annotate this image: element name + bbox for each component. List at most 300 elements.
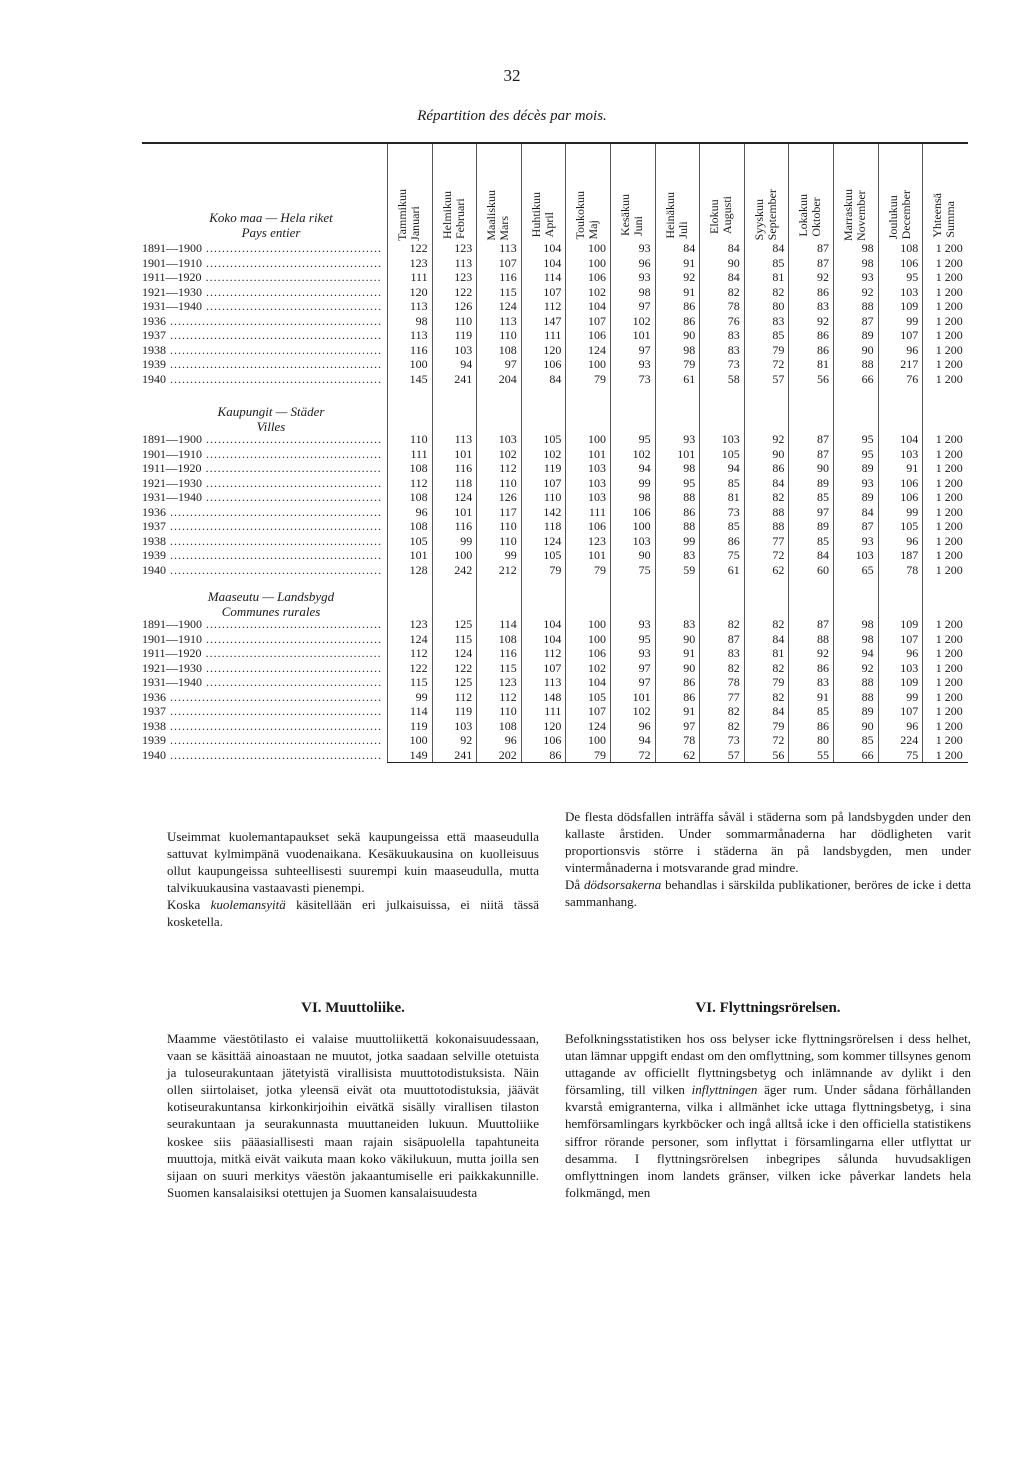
table-cell: 108 <box>409 461 428 475</box>
table-cell: 98 <box>861 255 874 270</box>
table-cell: 110 <box>543 490 562 504</box>
table-cell: 106 <box>543 357 562 371</box>
table-cell: 148 <box>543 689 562 704</box>
table-cell: 107 <box>543 475 562 490</box>
table-cell: 76 <box>906 371 919 386</box>
table-cell: 106 <box>587 328 606 342</box>
emphasis: kuolemansyitä <box>210 897 286 913</box>
table-cell: 79 <box>772 675 785 689</box>
column-header-label: Maaliskuu Mars <box>484 189 512 241</box>
text-run: Då <box>565 877 585 893</box>
table-cell: 1 200 <box>935 328 963 342</box>
table-cell: 62 <box>772 562 785 577</box>
table-cell: 1 200 <box>935 357 963 371</box>
table-cell: 103 <box>900 660 919 675</box>
table-cell: 99 <box>906 689 919 704</box>
table-cell: 104 <box>900 432 919 446</box>
table-cell: 128 <box>409 562 428 577</box>
table-cell: 103 <box>900 284 919 299</box>
table-cell: 104 <box>587 675 606 689</box>
table-cell: 115 <box>499 284 517 299</box>
column-header-label: Helmikuu Februari <box>439 191 467 239</box>
table-cell: 88 <box>861 299 874 313</box>
table-cell: 103 <box>498 432 517 446</box>
table-row <box>142 447 968 461</box>
table-cell: 96 <box>906 718 919 733</box>
row-label: 1940 ..... <box>142 748 382 762</box>
table-cell: 99 <box>683 533 696 548</box>
table-cell: 1 200 <box>935 660 963 675</box>
table-cell: 142 <box>543 504 562 519</box>
row-label: 1911—1920 ..... <box>142 646 382 660</box>
table-cell: 1 200 <box>935 255 963 270</box>
table-cell: 80 <box>772 299 785 313</box>
row-label: 1939 ..... <box>142 548 382 562</box>
row-label: 1911—1920 ..... <box>142 270 382 284</box>
row-label: 1937 ..... <box>142 519 382 533</box>
table-cell: 100 <box>587 241 606 255</box>
row-label: 1940 ..... <box>142 563 382 577</box>
table-cell: 87 <box>727 631 740 646</box>
table-cell: 89 <box>861 461 874 475</box>
table-cell: 114 <box>543 270 562 284</box>
table-cell: 1 200 <box>935 704 963 718</box>
table-cell: 116 <box>499 270 517 284</box>
table-cell: 204 <box>498 371 517 386</box>
table-row <box>142 328 968 342</box>
table-cell: 123 <box>409 255 428 270</box>
row-label: 1939 ..... <box>142 357 382 371</box>
table-cell: 93 <box>638 241 651 255</box>
table-cell: 1 200 <box>935 432 963 446</box>
table-cell: 86 <box>727 533 740 548</box>
table-cell: 1 200 <box>935 284 963 299</box>
text-run: Befolkningsstatistiken hos oss belyser icke flyttningsrörelsen i dess helhet, utan lämnar uppgift endast om den omflyttning, som kommer tillsynes genom uttagande av officiellt flyttningsbetyg och inlämnande av dylikt i den församling, till vilken <box>565 1031 971 1098</box>
table-cell: 124 <box>454 490 473 504</box>
table-cell: 83 <box>772 313 785 328</box>
table-cell: 116 <box>410 342 428 357</box>
table-cell: 87 <box>816 617 829 631</box>
table-cell: 105 <box>900 519 919 533</box>
table-cell: 82 <box>772 660 785 675</box>
table-cell: 94 <box>727 461 740 475</box>
table-cell: 93 <box>861 475 874 490</box>
table-cell: 86 <box>683 313 696 328</box>
table-cell: 83 <box>727 342 740 357</box>
row-label: 1937 ..... <box>142 704 382 718</box>
table-cell: 1 200 <box>935 548 963 562</box>
table-row <box>142 661 968 675</box>
table-cell: 124 <box>454 646 473 660</box>
table-cell: 89 <box>861 328 874 342</box>
table-cell: 124 <box>587 718 606 733</box>
table-cell: 84 <box>772 704 785 718</box>
table-cell: 82 <box>727 617 740 631</box>
table-cell: 103 <box>721 432 740 446</box>
text-run: behandlas i särskilda publikationer, beröres de icke i detta sammanhang. <box>565 877 971 910</box>
table-row <box>142 270 968 284</box>
table-cell: 91 <box>906 461 919 475</box>
table-cell: 82 <box>772 617 785 631</box>
table-cell: 241 <box>454 747 473 762</box>
table-cell: 75 <box>727 548 740 562</box>
table-cell: 87 <box>816 255 829 270</box>
table-cell: 81 <box>727 490 740 504</box>
table-cell: 86 <box>683 504 696 519</box>
table-cell: 94 <box>460 357 473 371</box>
table-cell: 81 <box>772 646 785 660</box>
table-cell: 72 <box>772 357 785 371</box>
table-cell: 119 <box>543 461 562 475</box>
table-cell: 123 <box>498 675 517 689</box>
table-row <box>142 241 968 255</box>
row-label: 1921—1930 ..... <box>142 661 382 675</box>
table-row <box>142 432 968 446</box>
table-cell: 101 <box>632 689 651 704</box>
table-cell: 98 <box>861 617 874 631</box>
row-label: 1901—1910 ..... <box>142 256 382 270</box>
table-cell: 84 <box>772 241 785 255</box>
table-cell: 107 <box>900 704 919 718</box>
row-label: 1891—1900 ..... <box>142 241 382 255</box>
table-cell: 90 <box>683 328 696 342</box>
table-cell: 113 <box>499 241 517 255</box>
table-cell: 79 <box>683 357 696 371</box>
table-cell: 104 <box>587 299 606 313</box>
table-cell: 1 200 <box>935 533 963 548</box>
table-row <box>142 733 968 747</box>
table-cell: 84 <box>772 475 785 490</box>
table-cell: 91 <box>683 646 696 660</box>
table-row <box>142 314 968 328</box>
table-cell: 124 <box>498 299 517 313</box>
swedish-section-paragraph <box>565 1030 971 1201</box>
table-cell: 1 200 <box>935 490 963 504</box>
emphasis: dödsorsakerna <box>584 877 662 893</box>
table-cell: 83 <box>816 299 829 313</box>
table-cell: 87 <box>861 313 874 328</box>
table-cell: 93 <box>638 646 651 660</box>
row-label: 1901—1910 ..... <box>142 447 382 461</box>
row-label: 1931—1940 ..... <box>142 299 382 313</box>
table-cell: 113 <box>454 255 473 270</box>
table-cell: 93 <box>638 270 651 284</box>
column-header-label: Elokuu Augusti <box>707 195 735 234</box>
table-cell: 96 <box>906 533 919 548</box>
table-cell: 102 <box>543 446 562 461</box>
table-cell: 113 <box>499 313 517 328</box>
table-cell: 61 <box>683 371 696 386</box>
table-cell: 217 <box>900 357 919 371</box>
table-cell: 76 <box>727 313 740 328</box>
table-cell: 1 200 <box>935 342 963 357</box>
table-row <box>142 748 968 762</box>
table-cell: 123 <box>409 617 428 631</box>
finnish-section-body <box>167 1030 539 1201</box>
table-cell: 111 <box>410 270 428 284</box>
table-cell: 1 200 <box>935 461 963 475</box>
table-cell: 126 <box>454 299 473 313</box>
table-cell: 113 <box>454 432 473 446</box>
table-cell: 105 <box>721 446 740 461</box>
page-number: 32 <box>503 66 521 85</box>
table-cell: 100 <box>587 357 606 371</box>
table-cell: 79 <box>772 718 785 733</box>
text-run: Koska <box>167 897 211 913</box>
table-cell: 116 <box>454 519 473 533</box>
table-cell: 108 <box>409 519 428 533</box>
table-cell: 85 <box>772 255 785 270</box>
table-cell: 56 <box>816 371 829 386</box>
table-cell: 90 <box>727 255 740 270</box>
table-cell: 98 <box>638 490 651 504</box>
column-header-label: Yhteensä Summa <box>930 192 958 238</box>
table-cell: 113 <box>543 675 562 689</box>
table-cell: 108 <box>409 490 428 504</box>
table-cell: 87 <box>861 519 874 533</box>
table-cell: 106 <box>543 733 562 747</box>
table-cell: 82 <box>727 718 740 733</box>
table-cell: 88 <box>861 689 874 704</box>
table-cell: 92 <box>816 270 829 284</box>
table-cell: 85 <box>816 704 829 718</box>
table-cell: 86 <box>549 747 562 762</box>
table-cell: 59 <box>683 562 696 577</box>
table-cell: 1 200 <box>935 241 963 255</box>
table-row <box>142 505 968 519</box>
table-cell: 1 200 <box>935 689 963 704</box>
row-label: 1940 ..... <box>142 372 382 386</box>
finnish-text-column <box>167 828 539 931</box>
table-cell: 126 <box>498 490 517 504</box>
table-cell: 120 <box>409 284 428 299</box>
table-cell: 100 <box>454 548 473 562</box>
table-row <box>142 256 968 270</box>
table-cell: 88 <box>772 504 785 519</box>
table-cell: 1 200 <box>935 446 963 461</box>
table-cell: 106 <box>587 270 606 284</box>
section-heading: Kaupungit — Städer Villes <box>217 404 325 434</box>
table-cell: 101 <box>632 328 651 342</box>
table-cell: 110 <box>454 313 473 328</box>
table-cell: 120 <box>543 718 562 733</box>
table-cell: 61 <box>727 562 740 577</box>
table-cell: 72 <box>772 548 785 562</box>
table-cell: 97 <box>638 675 651 689</box>
table-cell: 104 <box>543 241 562 255</box>
table-cell: 108 <box>498 631 517 646</box>
table-cell: 109 <box>900 617 919 631</box>
table-cell: 120 <box>543 342 562 357</box>
table-cell: 107 <box>900 328 919 342</box>
table-cell: 118 <box>454 475 473 490</box>
table-cell: 112 <box>499 461 517 475</box>
table-cell: 73 <box>727 357 740 371</box>
table-cell: 112 <box>543 646 562 660</box>
table-cell: 122 <box>409 660 428 675</box>
table-cell: 123 <box>454 270 473 284</box>
table-cell: 84 <box>683 241 696 255</box>
table-cell: 105 <box>409 533 428 548</box>
table-cell: 1 200 <box>935 562 963 577</box>
table-cell: 85 <box>727 519 740 533</box>
table-cell: 122 <box>409 241 428 255</box>
table-cell: 77 <box>772 533 785 548</box>
table-cell: 97 <box>504 357 517 371</box>
table-cell: 149 <box>409 747 428 762</box>
table-cell: 100 <box>632 519 651 533</box>
table-cell: 105 <box>543 432 562 446</box>
table-cell: 112 <box>543 299 562 313</box>
table-cell: 58 <box>727 371 740 386</box>
table-cell: 81 <box>772 270 785 284</box>
table-cell: 90 <box>638 548 651 562</box>
table-cell: 99 <box>460 533 473 548</box>
table-cell: 96 <box>415 504 428 519</box>
table-cell: 116 <box>454 461 473 475</box>
table-cell: 86 <box>683 299 696 313</box>
table-cell: 94 <box>861 646 874 660</box>
table-cell: 87 <box>816 446 829 461</box>
column-header-label: Syyskuu September <box>751 189 779 241</box>
table-cell: 107 <box>587 704 606 718</box>
table-cell: 117 <box>499 504 517 519</box>
table-cell: 1 200 <box>935 313 963 328</box>
table-cell: 79 <box>593 747 606 762</box>
table-cell: 187 <box>900 548 919 562</box>
table-cell: 110 <box>499 328 517 342</box>
table-cell: 93 <box>861 270 874 284</box>
monthly-deaths-table <box>142 142 968 762</box>
table-cell: 103 <box>855 548 874 562</box>
table-row <box>142 357 968 371</box>
table-cell: 100 <box>587 631 606 646</box>
table-cell: 97 <box>816 504 829 519</box>
column-header-label: Tammikuu Januari <box>395 189 422 241</box>
table-bottom-rule <box>387 762 968 763</box>
table-cell: 111 <box>410 446 428 461</box>
table-cell: 125 <box>454 617 473 631</box>
table-cell: 96 <box>906 646 919 660</box>
table-cell: 72 <box>772 733 785 747</box>
table-cell: 212 <box>498 562 517 577</box>
finnish-section-title: VI. Muuttoliike. <box>301 1000 405 1016</box>
table-cell: 103 <box>632 533 651 548</box>
table-cell: 89 <box>816 475 829 490</box>
table-cell: 57 <box>727 747 740 762</box>
table-cell: 87 <box>816 241 829 255</box>
table-cell: 57 <box>772 371 785 386</box>
table-cell: 116 <box>499 646 517 660</box>
column-header-label: Huhtikuu April <box>528 192 556 238</box>
table-cell: 89 <box>861 704 874 718</box>
table-cell: 99 <box>638 475 651 490</box>
table-cell: 85 <box>727 475 740 490</box>
table-cell: 97 <box>683 718 696 733</box>
table-cell: 96 <box>638 718 651 733</box>
table-cell: 202 <box>498 747 517 762</box>
table-cell: 1 200 <box>935 675 963 689</box>
table-cell: 109 <box>900 675 919 689</box>
table-cell: 1 200 <box>935 718 963 733</box>
column-header-label: Lokakuu Oktober <box>796 193 824 237</box>
row-label: 1921—1930 ..... <box>142 476 382 490</box>
table-cell: 84 <box>772 631 785 646</box>
swedish-paragraph <box>565 876 971 910</box>
table-cell: 107 <box>498 255 517 270</box>
table-cell: 115 <box>499 660 517 675</box>
table-cell: 123 <box>454 241 473 255</box>
table-cell: 81 <box>816 357 829 371</box>
table-cell: 62 <box>683 747 696 762</box>
table-cell: 95 <box>638 631 651 646</box>
row-label: 1936 ..... <box>142 690 382 704</box>
table-cell: 104 <box>543 631 562 646</box>
table-cell: 111 <box>544 328 562 342</box>
table-cell: 104 <box>543 617 562 631</box>
table-cell: 99 <box>504 548 517 562</box>
table-cell: 86 <box>772 461 785 475</box>
table-cell: 106 <box>900 490 919 504</box>
table-cell: 96 <box>638 255 651 270</box>
table-cell: 66 <box>861 371 874 386</box>
table-cell: 112 <box>499 689 517 704</box>
swedish-paragraph: De flesta dödsfallen inträffa såväl i städerna som på landsbygden under den kallaste årstiden. Under sommarmånaderna har dödligheten varit proportionsvis större i städerna än på landsbygden, men under vintermånaderna i motsvarande grad mindre. <box>565 809 971 876</box>
table-cell: 72 <box>638 747 651 762</box>
table-cell: 98 <box>683 461 696 475</box>
row-label: 1891—1900 ..... <box>142 432 382 446</box>
row-label: 1911—1920 ..... <box>142 461 382 475</box>
table-cell: 115 <box>410 675 428 689</box>
table-cell: 96 <box>906 342 919 357</box>
table-cell: 83 <box>816 675 829 689</box>
table-cell: 78 <box>727 675 740 689</box>
table-cell: 105 <box>543 548 562 562</box>
table-cell: 110 <box>499 519 517 533</box>
table-cell: 145 <box>409 371 428 386</box>
table-cell: 77 <box>727 689 740 704</box>
table-cell: 78 <box>683 733 696 747</box>
table-cell: 100 <box>587 733 606 747</box>
table-cell: 93 <box>638 617 651 631</box>
table-cell: 108 <box>900 241 919 255</box>
table-cell: 92 <box>861 284 874 299</box>
finnish-paragraph <box>167 896 539 930</box>
row-label: 1939 ..... <box>142 733 382 747</box>
table-cell: 85 <box>772 328 785 342</box>
table-cell: 86 <box>816 328 829 342</box>
table-cell: 92 <box>861 660 874 675</box>
table-cell: 84 <box>727 241 740 255</box>
table-row <box>142 719 968 733</box>
table-cell: 107 <box>900 631 919 646</box>
row-label: 1921—1930 ..... <box>142 285 382 299</box>
table-cell: 84 <box>816 548 829 562</box>
table-cell: 95 <box>861 446 874 461</box>
table-cell: 110 <box>499 533 517 548</box>
table-cell: 110 <box>499 704 517 718</box>
table-cell: 103 <box>587 461 606 475</box>
finnish-section-paragraph: Maamme väestötilasto ei valaise muuttoliikettä kokonaisuudessaan, vaan se käsittää ainoastaan ne muutot, jotka saadaan selville otetuista ja tuloseurakuntaan jätetyistä virallisista muuttotodistuksista. Näin ollen siirtolaiset, jotka yleensä eivät ota muuttotodistuksia, jäävät kotiseurakuntansa kirkonkirjoihin eivätkä sisälly virallisen tilaston seurakuntaan ja seurakunnasta muuttaneiden lukuun. Muuttoliike koskee siis pääasiallisesti maan rajain sisäpuolella tapahtuneita muuttoja, mitkä eivät vaikuta maan koko väkilukuun, mutta joilla sen sijaan on suuri merkitys väestön jakaantumiselle eri paikkakunnille. Suomen kansalaisiksi otettujen ja Suomen kansalaisuudesta <box>167 1031 539 1200</box>
table-cell: 108 <box>498 342 517 357</box>
text-run: käsitellään eri julkaisuissa, ei niitä tässä kosketella. <box>167 897 539 930</box>
table-row <box>142 372 968 386</box>
table-cell: 92 <box>816 646 829 660</box>
table-cell: 107 <box>543 660 562 675</box>
table-cell: 92 <box>816 313 829 328</box>
table-cell: 82 <box>772 490 785 504</box>
table-cell: 107 <box>543 284 562 299</box>
